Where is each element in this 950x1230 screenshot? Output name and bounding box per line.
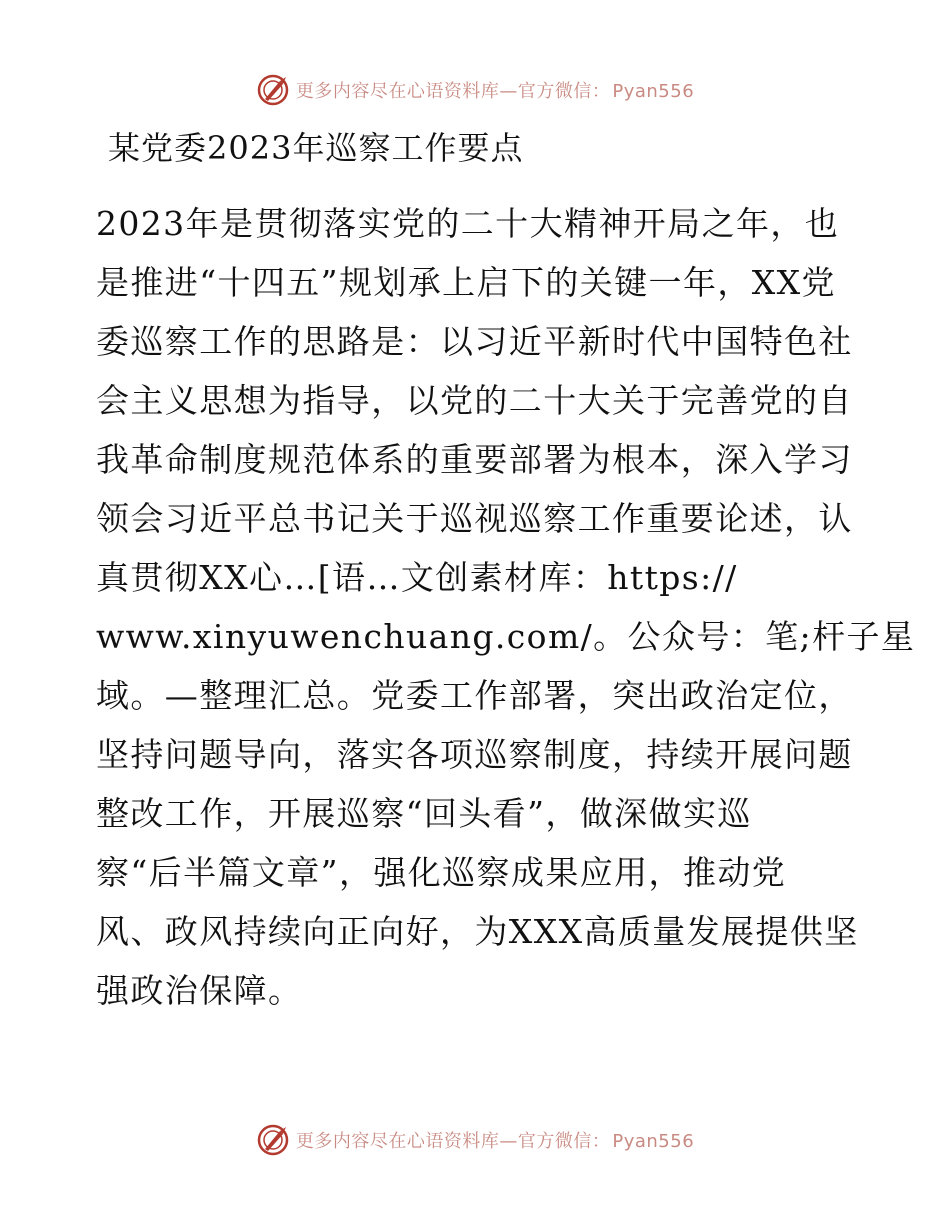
watermark-label: 更多内容尽在心语资料库—官方微信：	[295, 81, 611, 102]
body-line: 整改工作，开展巡察“回头看”，做深做实巡	[96, 794, 752, 833]
body-line: 领会习近平总书记关于巡视巡察工作重要论述，认	[96, 499, 853, 538]
watermark-label: 更多内容尽在心语资料库—官方微信：	[295, 1131, 611, 1152]
document-body	[96, 194, 916, 1020]
watermark-wechat-id: Pyan556	[612, 1131, 695, 1152]
body-line: 坚持问题导向，落实各项巡察制度，持续开展问题	[96, 735, 853, 774]
body-line: 会主义思想为指导，以党的二十大关于完善党的自	[96, 381, 853, 420]
body-line: 我革命制度规范体系的重要部署为根本，深入学习	[96, 440, 853, 479]
body-line: 2023年是贯彻落实党的二十大精神开局之年，也	[96, 204, 840, 243]
quill-seal-icon	[256, 73, 290, 107]
document-title: 某党委2023年巡察工作要点	[108, 129, 524, 167]
header-watermark	[0, 72, 950, 108]
body-line: 是推进“十四五”规划承上启下的关键一年，XX党	[96, 263, 836, 302]
watermark-text	[296, 1127, 694, 1153]
body-line: 强政治保障。	[96, 971, 303, 1010]
body-line: 风、政风持续向正向好，为XXX高质量发展提供坚	[96, 912, 859, 951]
watermark-wechat-id: Pyan556	[612, 81, 695, 102]
body-line: 真贯彻XX心…[语…文创素材库：https://	[96, 558, 738, 597]
body-line: 察“后半篇文章”，强化巡察成果应用，推动党	[96, 853, 787, 892]
footer-watermark	[0, 1122, 950, 1158]
body-line: 委巡察工作的思路是：以习近平新时代中国特色社	[96, 322, 853, 361]
watermark-text	[296, 77, 694, 103]
quill-seal-icon	[256, 1123, 290, 1157]
body-line: www.xinyuwenchuang.com/。公众号：笔;杆子星	[96, 617, 916, 656]
body-line: 域。—整理汇总。党委工作部署，突出政治定位，	[96, 676, 853, 715]
